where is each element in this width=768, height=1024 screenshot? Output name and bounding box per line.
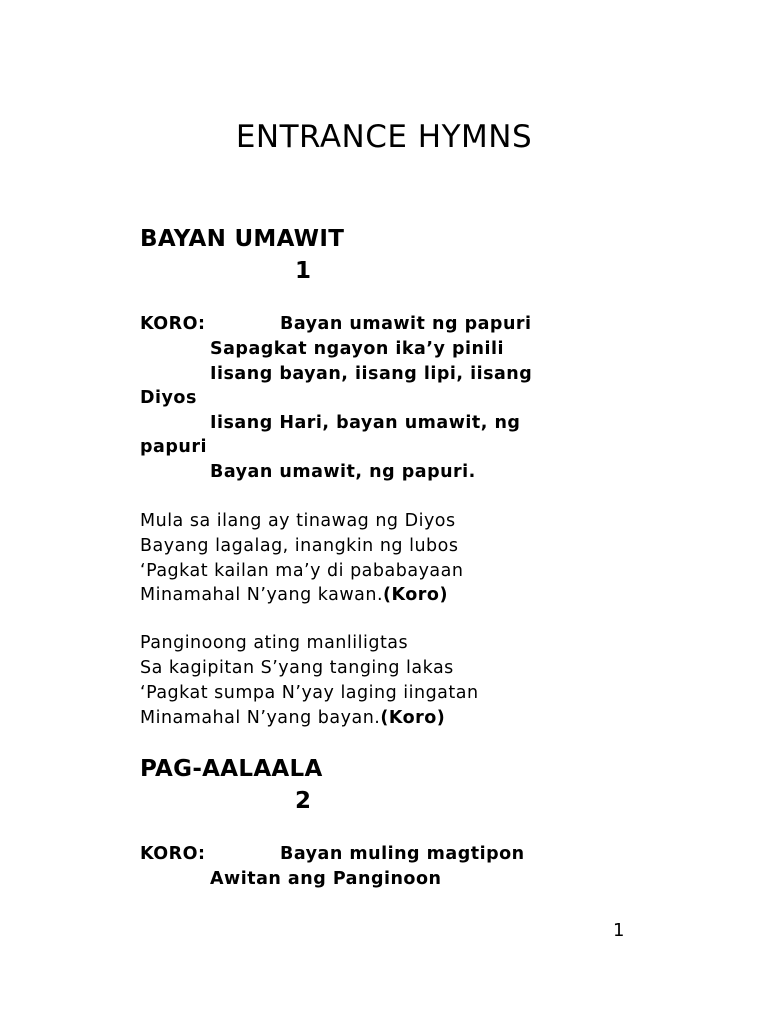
document-title: ENTRANCE HYMNS: [235, 119, 533, 155]
chorus-label: KORO:: [140, 314, 206, 334]
song-number: 2: [295, 788, 312, 814]
chorus-line: Awitan ang Panginoon: [210, 869, 442, 889]
chorus-line: Bayan umawit ng papuri: [280, 314, 532, 334]
chorus-line: Bayan muling magtipon: [280, 844, 525, 864]
verse-text: Minamahal N’yang bayan.: [140, 708, 381, 728]
verse-line: Bayang lagalag, inangkin ng lubos: [140, 536, 459, 556]
verse-line-with-refrain: [140, 708, 445, 728]
chorus-line: Iisang Hari, bayan umawit, ng: [210, 413, 521, 433]
verse-line-with-refrain: [140, 585, 448, 605]
song-title: PAG-AALAALA: [140, 756, 323, 782]
chorus-line: Iisang bayan, iisang lipi, iisang: [210, 364, 533, 384]
verse-line: Sa kagipitan S’yang tanging lakas: [140, 658, 454, 678]
chorus-label: KORO:: [140, 844, 206, 864]
verse-text: Minamahal N’yang kawan.: [140, 585, 384, 605]
verse-line: ‘Pagkat sumpa N’yay laging iingatan: [140, 683, 479, 703]
chorus-line: Sapagkat ngayon ika’y pinili: [210, 339, 504, 359]
verse-line: ‘Pagkat kailan ma’y di pababayaan: [140, 561, 464, 581]
chorus-line: Diyos: [140, 388, 197, 408]
chorus-line: papuri: [140, 437, 207, 457]
refrain-marker: (Koro): [383, 585, 448, 605]
refrain-marker: (Koro): [380, 708, 446, 728]
verse-line: Panginoong ating manliligtas: [140, 633, 409, 653]
song-number: 1: [295, 258, 312, 284]
page-number: 1: [613, 920, 625, 941]
song-title: BAYAN UMAWIT: [140, 226, 345, 252]
chorus-line: Bayan umawit, ng papuri.: [210, 462, 476, 482]
verse-line: Mula sa ilang ay tinawag ng Diyos: [140, 511, 456, 531]
